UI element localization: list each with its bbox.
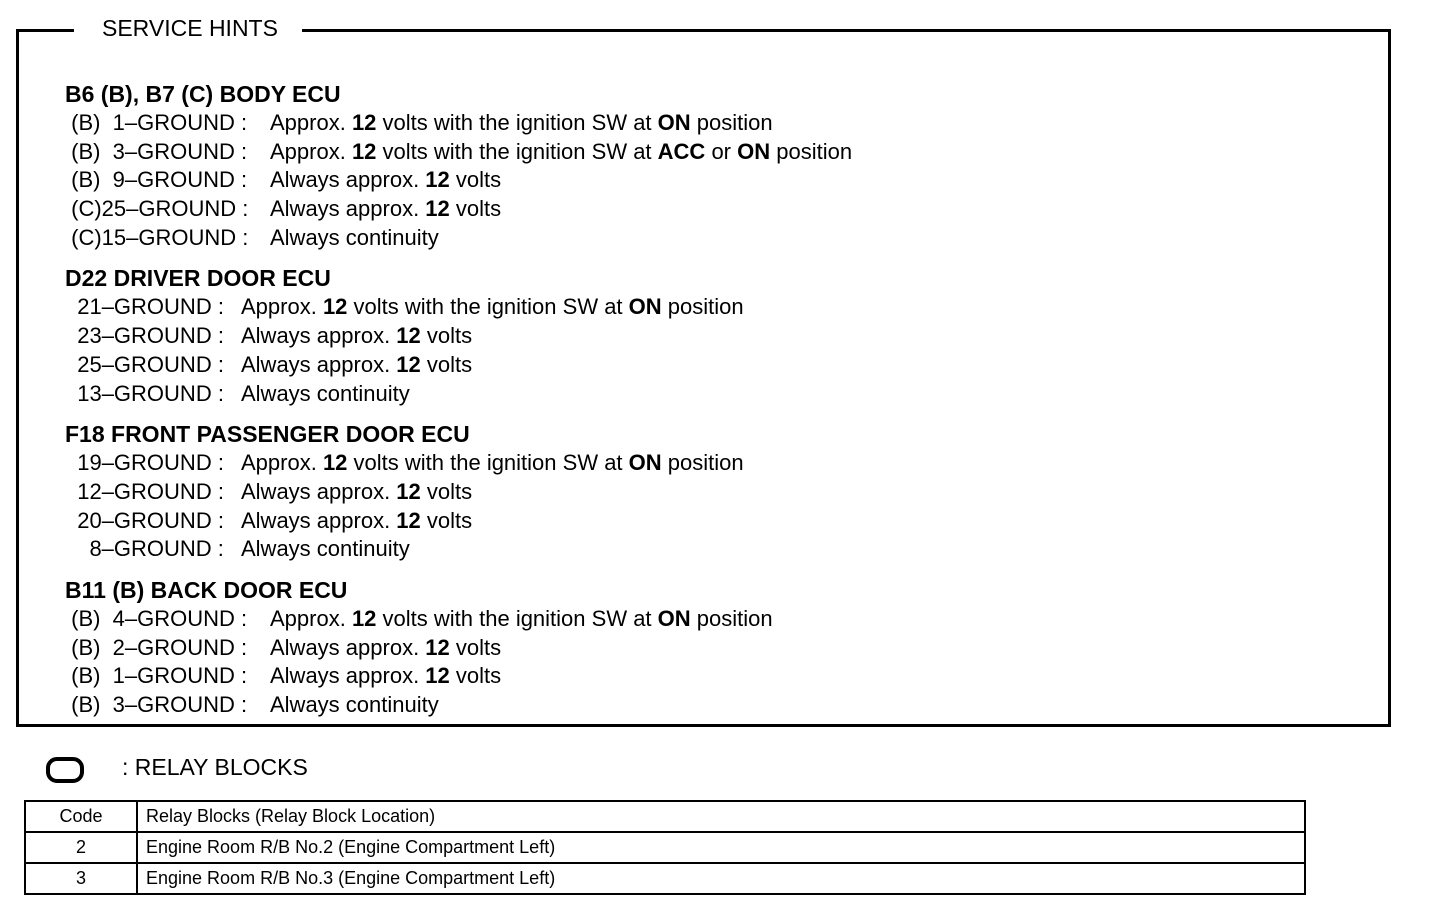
terminal-pair: (C)15–GROUND : [65, 224, 255, 250]
terminal-pair: (B) 9–GROUND : [65, 167, 254, 193]
emphasis-text: 12 [351, 110, 377, 135]
description-text: volts with the ignition SW at [347, 450, 629, 476]
description-text: position [690, 110, 773, 135]
expected-value [270, 138, 852, 167]
emphasis-text: ON [737, 138, 771, 164]
expected-value [241, 380, 410, 409]
description-text: Always continuity [270, 692, 439, 717]
terminal-pair: (B) 3–GROUND : [65, 138, 254, 164]
terminal-hint-row [65, 535, 852, 564]
expected-value [241, 351, 472, 380]
relay-location-cell: Engine Room R/B No.3 (Engine Compartment Left) [137, 863, 1305, 894]
service-hints-box [16, 29, 1391, 727]
relay-code-cell: 2 [25, 832, 137, 863]
terminal-pair: 8–GROUND : [65, 536, 231, 562]
emphasis-text: 12 [322, 294, 348, 320]
description-text: volts [449, 196, 502, 222]
emphasis-text: 12 [396, 507, 421, 533]
terminal-hint-row [65, 195, 852, 224]
terminal-pair: (C)25–GROUND : [65, 196, 255, 222]
emphasis-text: 12 [351, 138, 377, 164]
expected-value [270, 195, 501, 224]
terminal-pair: 13–GROUND : [65, 380, 231, 406]
relay-blocks-column-header: Relay Blocks (Relay Block Location) [137, 801, 1305, 832]
emphasis-text: ACC [657, 138, 706, 164]
emphasis-text: ON [628, 450, 662, 476]
expected-value [270, 634, 501, 663]
description-text: volts [449, 663, 502, 689]
description-text: Approx. [270, 110, 352, 135]
relay-block-symbol-icon [46, 757, 84, 783]
emphasis-text: 12 [396, 323, 421, 349]
terminal-hint-row [65, 634, 852, 663]
description-text: Always continuity [241, 380, 410, 406]
emphasis-text: 12 [322, 450, 348, 476]
emphasis-text: 12 [425, 196, 450, 222]
description-text: volts [420, 507, 473, 533]
description-text: Always approx. [241, 351, 397, 377]
terminal-hint-row [65, 662, 852, 691]
table-header-row [25, 801, 1305, 832]
terminal-pair: 19–GROUND : [65, 450, 231, 476]
description-text: position [661, 450, 744, 476]
description-text: volts [449, 634, 502, 660]
description-text: Approx. [270, 605, 352, 631]
expected-value [270, 605, 773, 634]
terminal-pair: 25–GROUND : [65, 351, 231, 377]
table-row [25, 832, 1305, 863]
emphasis-text: 12 [425, 663, 450, 689]
terminal-pair: (B) 3–GROUND : [65, 692, 254, 717]
description-text: volts with the ignition SW at [347, 294, 629, 320]
terminal-pair: 12–GROUND : [65, 478, 231, 504]
emphasis-text: 12 [351, 605, 377, 631]
description-text: position [690, 605, 773, 631]
terminal-hint-row [65, 380, 852, 409]
description-text: Always approx. [270, 634, 426, 660]
expected-value [241, 507, 472, 536]
expected-value [241, 449, 744, 478]
description-text: volts with the ignition SW at [376, 138, 658, 164]
expected-value [241, 478, 472, 507]
ecu-section-title: B6 (B), B7 (C) BODY ECU [65, 81, 341, 107]
emphasis-text: 12 [396, 478, 421, 504]
description-text: volts [449, 167, 502, 193]
service-hints-sections [65, 80, 852, 732]
expected-value [241, 293, 744, 322]
emphasis-text: 12 [396, 351, 421, 377]
emphasis-text: ON [657, 605, 691, 631]
terminal-hint-row [65, 166, 852, 195]
description-text: position [770, 138, 853, 164]
ecu-section-title: F18 FRONT PASSENGER DOOR ECU [65, 421, 470, 448]
description-text: volts [420, 478, 473, 504]
code-column-header: Code [25, 801, 137, 832]
description-text: Always approx. [270, 196, 426, 222]
terminal-hint-row [65, 138, 852, 167]
terminal-hint-row [65, 109, 852, 138]
emphasis-text: 12 [425, 634, 450, 660]
relay-blocks-table [24, 800, 1306, 895]
terminal-hint-row [65, 691, 852, 720]
description-text: volts [420, 351, 473, 377]
relay-code-cell: 3 [25, 863, 137, 894]
terminal-pair: (B) 1–GROUND : [65, 663, 254, 689]
terminal-pair: (B) 1–GROUND : [65, 110, 254, 135]
expected-value [270, 662, 501, 691]
ecu-section [65, 264, 852, 408]
terminal-hint-row [65, 478, 852, 507]
description-text: volts with the ignition SW at [376, 110, 658, 135]
description-text: position [661, 294, 744, 320]
expected-value [241, 535, 410, 564]
ecu-section [65, 576, 852, 720]
terminal-hint-row [65, 293, 852, 322]
description-text: Always approx. [270, 167, 426, 193]
expected-value [270, 166, 501, 195]
terminal-hint-row [65, 322, 852, 351]
emphasis-text: 12 [425, 167, 450, 193]
description-text: Always approx. [241, 323, 397, 349]
terminal-hint-row [65, 449, 852, 478]
ecu-section [65, 420, 852, 564]
expected-value [241, 322, 472, 351]
description-text: Approx. [241, 450, 323, 476]
ecu-section-title: B11 (B) BACK DOOR ECU [65, 576, 348, 603]
terminal-pair: 20–GROUND : [65, 507, 231, 533]
relay-blocks-legend-label: : RELAY BLOCKS [122, 754, 308, 780]
emphasis-text: ON [628, 294, 662, 320]
terminal-pair: (B) 2–GROUND : [65, 634, 254, 660]
expected-value [270, 109, 773, 138]
description-text: Always approx. [270, 663, 426, 689]
terminal-hint-row [65, 224, 852, 253]
description-text: Approx. [241, 294, 323, 320]
terminal-pair: 23–GROUND : [65, 323, 231, 349]
relay-location-cell: Engine Room R/B No.2 (Engine Compartment Left) [137, 832, 1305, 863]
terminal-pair: (B) 4–GROUND : [65, 605, 254, 631]
ecu-section-title: D22 DRIVER DOOR ECU [65, 265, 331, 292]
description-text: Always continuity [270, 224, 439, 250]
terminal-hint-row [65, 351, 852, 380]
description-text: volts with the ignition SW at [376, 605, 658, 631]
description-text: Always approx. [241, 507, 397, 533]
description-text: volts [420, 323, 473, 349]
terminal-hint-row [65, 605, 852, 634]
emphasis-text: ON [657, 110, 691, 135]
terminal-hint-row [65, 507, 852, 536]
ecu-section [65, 80, 852, 252]
description-text: Always approx. [241, 478, 397, 504]
expected-value [270, 224, 439, 253]
description-text: Approx. [270, 138, 352, 164]
table-row [25, 863, 1305, 894]
description-text: Always continuity [241, 536, 410, 562]
expected-value [270, 691, 439, 720]
description-text: or [705, 138, 738, 164]
service-hints-title: SERVICE HINTS [74, 14, 302, 42]
terminal-pair: 21–GROUND : [65, 294, 231, 320]
